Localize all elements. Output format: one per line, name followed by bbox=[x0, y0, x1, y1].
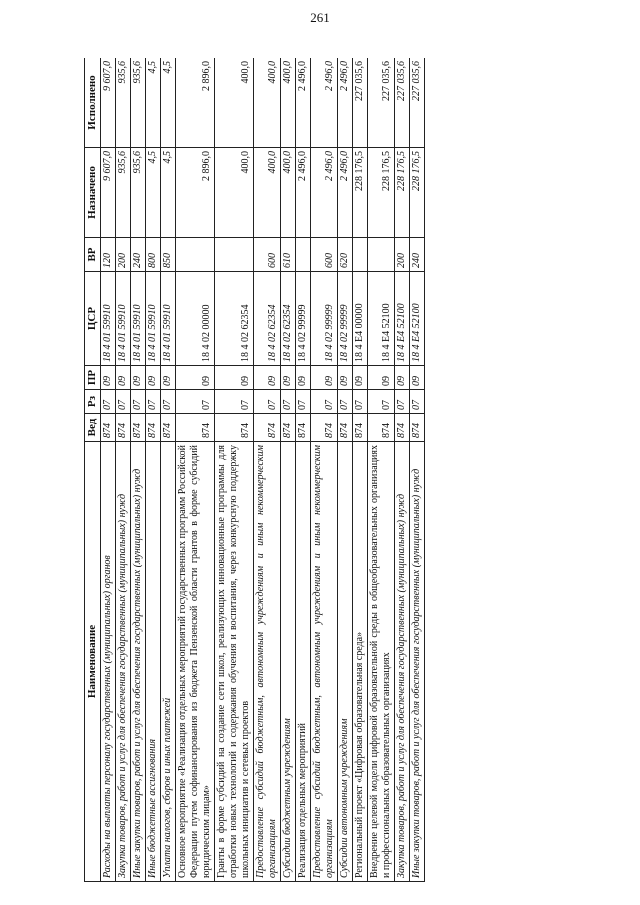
cell-ved: 874 bbox=[215, 414, 254, 442]
cell-vr: 600 bbox=[254, 238, 281, 272]
cell-assigned: 2 496,0 bbox=[296, 148, 311, 238]
cell-pr: 09 bbox=[254, 366, 281, 390]
cell-rz: 07 bbox=[338, 390, 353, 414]
cell-pr: 09 bbox=[338, 366, 353, 390]
table-row bbox=[395, 58, 410, 882]
cell-vr bbox=[215, 238, 254, 272]
header-executed: Исполнено bbox=[85, 58, 101, 148]
cell-executed: 935,6 bbox=[116, 58, 131, 148]
cell-ved: 874 bbox=[338, 414, 353, 442]
cell-assigned: 400,0 bbox=[281, 148, 296, 238]
cell-rz: 07 bbox=[161, 390, 176, 414]
header-csr: ЦСР bbox=[85, 272, 101, 366]
cell-vr: 850 bbox=[161, 238, 176, 272]
cell-name: Внедрение целевой модели цифровой образовательной среды в общеобразовательных организациях и профессиональных образовательных организациях bbox=[368, 442, 395, 882]
cell-rz: 07 bbox=[395, 390, 410, 414]
cell-csr: 18 4 01 59910 bbox=[161, 272, 176, 366]
cell-executed: 4,5 bbox=[161, 58, 176, 148]
table-row bbox=[311, 58, 338, 882]
cell-assigned: 9 607,0 bbox=[101, 148, 116, 238]
header-pr: ПР bbox=[85, 366, 101, 390]
cell-pr: 09 bbox=[215, 366, 254, 390]
cell-assigned: 4,5 bbox=[161, 148, 176, 238]
cell-assigned: 400,0 bbox=[215, 148, 254, 238]
cell-csr: 18 4 02 62354 bbox=[254, 272, 281, 366]
table-row bbox=[254, 58, 281, 882]
cell-vr: 620 bbox=[338, 238, 353, 272]
cell-ved: 874 bbox=[368, 414, 395, 442]
cell-pr: 09 bbox=[296, 366, 311, 390]
cell-csr: 18 4 01 59910 bbox=[146, 272, 161, 366]
cell-vr: 200 bbox=[395, 238, 410, 272]
cell-ved: 874 bbox=[296, 414, 311, 442]
header-name: Наименование bbox=[85, 442, 101, 882]
cell-pr: 09 bbox=[146, 366, 161, 390]
cell-csr: 18 4 02 99999 bbox=[338, 272, 353, 366]
cell-ved: 874 bbox=[161, 414, 176, 442]
cell-ved: 874 bbox=[311, 414, 338, 442]
table-row bbox=[116, 58, 131, 882]
cell-name: Основное мероприятие «Реализация отдельных мероприятий государственных программ Российской Федерации путем софинансирования из бюджета Пензенской области грантов в форме субсидий юридическим лицам» bbox=[176, 442, 215, 882]
rotated-table-area bbox=[84, 58, 566, 882]
cell-pr: 09 bbox=[116, 366, 131, 390]
cell-rz: 07 bbox=[101, 390, 116, 414]
table-body bbox=[101, 58, 425, 882]
cell-vr: 240 bbox=[410, 238, 425, 272]
table-row bbox=[338, 58, 353, 882]
cell-name: Региональный проект «Цифровая образовательная среда» bbox=[353, 442, 368, 882]
cell-ved: 874 bbox=[101, 414, 116, 442]
cell-ved: 874 bbox=[353, 414, 368, 442]
cell-name: Реализация отдельных мероприятий bbox=[296, 442, 311, 882]
cell-vr bbox=[176, 238, 215, 272]
table-row bbox=[410, 58, 425, 882]
table-row bbox=[161, 58, 176, 882]
cell-vr: 200 bbox=[116, 238, 131, 272]
cell-ved: 874 bbox=[176, 414, 215, 442]
cell-assigned: 2 896,0 bbox=[176, 148, 215, 238]
cell-vr: 600 bbox=[311, 238, 338, 272]
cell-rz: 07 bbox=[215, 390, 254, 414]
header-assigned: Назначено bbox=[85, 148, 101, 238]
cell-executed: 2 496,0 bbox=[296, 58, 311, 148]
cell-ved: 874 bbox=[281, 414, 296, 442]
cell-assigned: 228 176,5 bbox=[368, 148, 395, 238]
cell-name: Закупка товаров, работ и услуг для обеспечения государственных (муниципальных) нужд bbox=[395, 442, 410, 882]
cell-rz: 07 bbox=[296, 390, 311, 414]
cell-executed: 400,0 bbox=[281, 58, 296, 148]
page-number: 261 bbox=[310, 10, 330, 25]
cell-pr: 09 bbox=[368, 366, 395, 390]
cell-pr: 09 bbox=[353, 366, 368, 390]
table-row bbox=[281, 58, 296, 882]
table-header-row bbox=[85, 58, 101, 882]
table-row bbox=[296, 58, 311, 882]
cell-pr: 09 bbox=[281, 366, 296, 390]
cell-pr: 09 bbox=[101, 366, 116, 390]
cell-assigned: 4,5 bbox=[146, 148, 161, 238]
header-vr: ВР bbox=[85, 238, 101, 272]
cell-assigned: 2 496,0 bbox=[311, 148, 338, 238]
cell-assigned: 935,6 bbox=[131, 148, 146, 238]
cell-name: Закупка товаров, работ и услуг для обеспечения государственных (муниципальных) нужд bbox=[116, 442, 131, 882]
cell-ved: 874 bbox=[395, 414, 410, 442]
cell-csr: 18 4 E4 52100 bbox=[368, 272, 395, 366]
cell-name: Иные бюджетные ассигнования bbox=[146, 442, 161, 882]
cell-rz: 07 bbox=[254, 390, 281, 414]
cell-rz: 07 bbox=[410, 390, 425, 414]
cell-pr: 09 bbox=[410, 366, 425, 390]
table-row bbox=[101, 58, 116, 882]
cell-rz: 07 bbox=[116, 390, 131, 414]
cell-vr: 610 bbox=[281, 238, 296, 272]
cell-pr: 09 bbox=[176, 366, 215, 390]
cell-csr: 18 4 02 62354 bbox=[215, 272, 254, 366]
cell-executed: 935,6 bbox=[131, 58, 146, 148]
cell-pr: 09 bbox=[395, 366, 410, 390]
table-row bbox=[146, 58, 161, 882]
header-ved: Вед bbox=[85, 414, 101, 442]
cell-vr: 800 bbox=[146, 238, 161, 272]
cell-executed: 4,5 bbox=[146, 58, 161, 148]
cell-executed: 227 035,6 bbox=[410, 58, 425, 148]
cell-rz: 07 bbox=[176, 390, 215, 414]
cell-name: Расходы на выплаты персоналу государственных (муниципальных) органов bbox=[101, 442, 116, 882]
cell-csr: 18 4 02 62354 bbox=[281, 272, 296, 366]
cell-assigned: 400,0 bbox=[254, 148, 281, 238]
cell-pr: 09 bbox=[161, 366, 176, 390]
cell-executed: 2 496,0 bbox=[338, 58, 353, 148]
cell-ved: 874 bbox=[146, 414, 161, 442]
cell-executed: 400,0 bbox=[254, 58, 281, 148]
cell-executed: 227 035,6 bbox=[353, 58, 368, 148]
cell-rz: 07 bbox=[353, 390, 368, 414]
cell-vr: 240 bbox=[131, 238, 146, 272]
cell-name: Уплата налогов, сборов и иных платежей bbox=[161, 442, 176, 882]
cell-name: Иные закупки товаров, работ и услуг для обеспечения государственных (муниципальных) нужд bbox=[410, 442, 425, 882]
cell-executed: 400,0 bbox=[215, 58, 254, 148]
cell-vr bbox=[296, 238, 311, 272]
cell-csr: 18 4 E4 52100 bbox=[410, 272, 425, 366]
table-row bbox=[215, 58, 254, 882]
cell-pr: 09 bbox=[311, 366, 338, 390]
cell-rz: 07 bbox=[311, 390, 338, 414]
cell-ved: 874 bbox=[131, 414, 146, 442]
cell-executed: 2 496,0 bbox=[311, 58, 338, 148]
cell-assigned: 2 496,0 bbox=[338, 148, 353, 238]
cell-vr bbox=[368, 238, 395, 272]
table-row bbox=[176, 58, 215, 882]
cell-csr: 18 4 02 00000 bbox=[176, 272, 215, 366]
cell-name: Предоставление субсидий бюджетным, автономным учреждениям и иным некоммерческим организациям bbox=[311, 442, 338, 882]
rotated-table-container bbox=[84, 58, 566, 882]
cell-ved: 874 bbox=[116, 414, 131, 442]
cell-name: Субсидии бюджетным учреждениям bbox=[281, 442, 296, 882]
cell-executed: 227 035,6 bbox=[368, 58, 395, 148]
cell-csr: 18 4 E4 00000 bbox=[353, 272, 368, 366]
cell-executed: 9 607,0 bbox=[101, 58, 116, 148]
cell-vr bbox=[353, 238, 368, 272]
cell-csr: 18 4 02 99999 bbox=[311, 272, 338, 366]
cell-assigned: 228 176,5 bbox=[353, 148, 368, 238]
cell-name: Субсидии автономным учреждениям bbox=[338, 442, 353, 882]
cell-rz: 07 bbox=[368, 390, 395, 414]
cell-executed: 2 896,0 bbox=[176, 58, 215, 148]
cell-name: Предоставление субсидий бюджетным, автономным учреждениям и иным некоммерческим организациям bbox=[254, 442, 281, 882]
table-row bbox=[368, 58, 395, 882]
cell-assigned: 228 176,5 bbox=[410, 148, 425, 238]
cell-csr: 18 4 01 59910 bbox=[131, 272, 146, 366]
cell-assigned: 228 176,5 bbox=[395, 148, 410, 238]
header-rz: Рз bbox=[85, 390, 101, 414]
cell-rz: 07 bbox=[281, 390, 296, 414]
cell-ved: 874 bbox=[410, 414, 425, 442]
cell-rz: 07 bbox=[146, 390, 161, 414]
cell-executed: 227 035,6 bbox=[395, 58, 410, 148]
table-row bbox=[353, 58, 368, 882]
cell-name: Гранты в форме субсидий на создание сети школ, реализующих инновационные программы для отработки новых технологий и содержания обучения и воспитания, через конкурсную поддержку школьных инициатив и сетевых проектов bbox=[215, 442, 254, 882]
budget-table bbox=[84, 58, 425, 882]
cell-assigned: 935,6 bbox=[116, 148, 131, 238]
cell-csr: 18 4 01 59910 bbox=[116, 272, 131, 366]
table-row bbox=[131, 58, 146, 882]
cell-csr: 18 4 01 59910 bbox=[101, 272, 116, 366]
cell-ved: 874 bbox=[254, 414, 281, 442]
cell-pr: 09 bbox=[131, 366, 146, 390]
cell-csr: 18 4 E4 52100 bbox=[395, 272, 410, 366]
cell-vr: 120 bbox=[101, 238, 116, 272]
cell-name: Иные закупки товаров, работ и услуг для обеспечения государственных (муниципальных) нужд bbox=[131, 442, 146, 882]
cell-rz: 07 bbox=[131, 390, 146, 414]
cell-csr: 18 4 02 99999 bbox=[296, 272, 311, 366]
